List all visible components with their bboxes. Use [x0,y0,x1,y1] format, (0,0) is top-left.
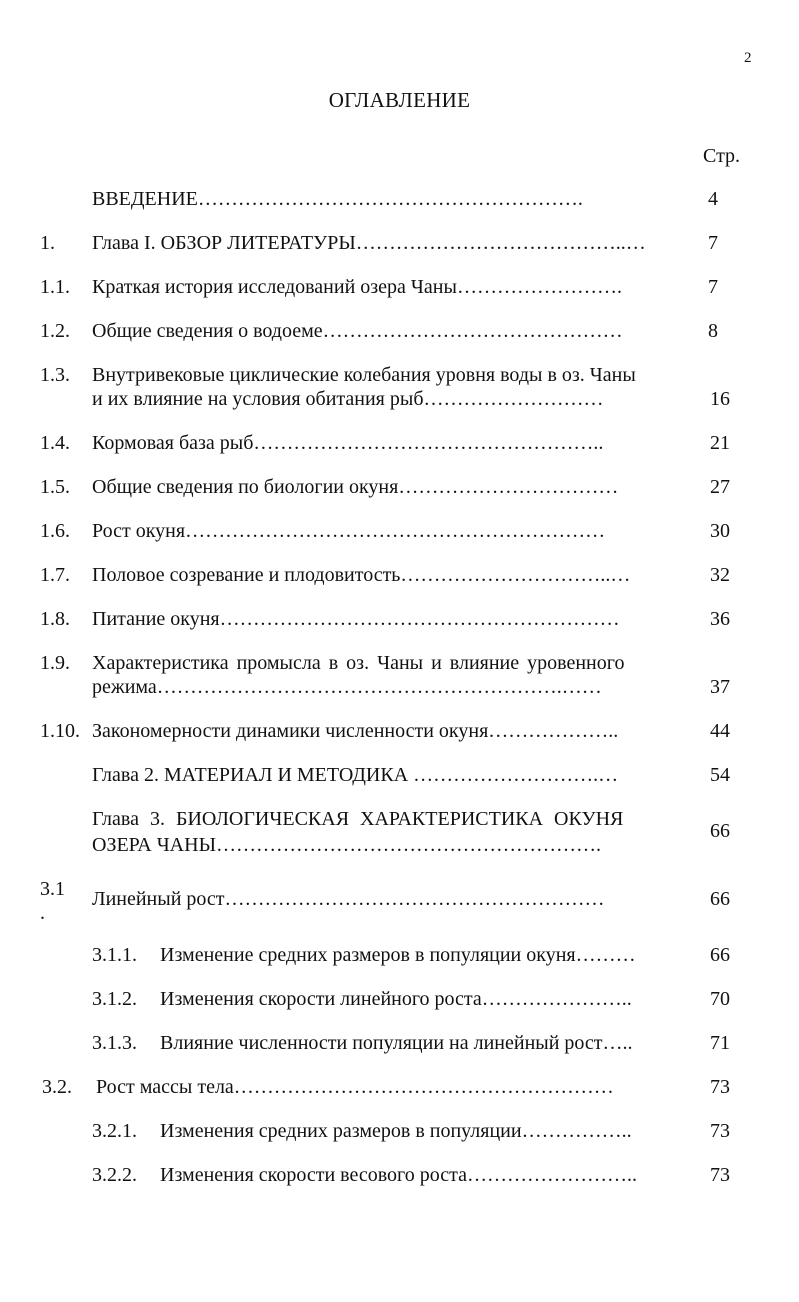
toc-entry-text-continued: и их влияние на условия обитания рыб……………………… [92,388,604,410]
toc-entry-page: 21 [710,432,730,454]
toc-entry-page: 30 [710,520,730,542]
toc-entry-page: 16 [710,388,730,410]
toc-entry-text: Глава 3. БИОЛОГИЧЕСКАЯ ХАРАКТЕРИСТИКА ОКУНЯ [92,808,624,830]
page-title: ОГЛАВЛЕНИЕ [328,88,471,112]
toc-entry-text: Характеристика промысла в оз. Чаны и влияние уровенного [92,652,625,674]
toc-entry-text: Закономерности динамики численности окуня……………….. [92,720,619,742]
toc-entry-text: Изменения скорости весового роста…………………….. [160,1164,638,1186]
toc-entry-number: 1.5. [40,476,70,498]
toc-entry-page: 73 [710,1164,730,1186]
toc-entry-page: 4 [708,188,718,210]
toc-entry-page: 54 [710,764,730,786]
toc-entry-number: 3.1.3. [92,1032,137,1054]
toc-entry-number: 1.2. [40,320,70,342]
toc-entry-number: 1.4. [40,432,70,454]
toc-entry-page: 66 [710,820,730,842]
toc-entry-number: 1.10. [40,720,80,742]
toc-entry-text: Краткая история исследований озера Чаны……………………. [92,276,622,298]
toc-entry-text: ВВЕДЕНИЕ…………………………………………………. [92,188,583,210]
toc-entry-page: 71 [710,1032,730,1054]
toc-entry-number: 3.1.1. [92,944,137,966]
toc-entry-number: 1.6. [40,520,70,542]
toc-entry-page: 7 [708,276,718,298]
toc-entry-text: Глава I. ОБЗОР ЛИТЕРАТУРЫ…………………………………..… [92,232,646,254]
toc-entry-number: 3.1 [40,878,65,900]
toc-entry-page: 27 [710,476,730,498]
toc-entry-text: Линейный рост………………………………………………… [92,888,605,910]
toc-entry-number: 3.2.1. [92,1120,137,1142]
toc-entry-number: 1. [40,232,55,254]
toc-entry-text: Общие сведения по биологии окуня…………………………… [92,476,619,498]
toc-entry-text: Изменения средних размеров в популяции…………….. [160,1120,632,1142]
toc-entry-text: Питание окуня…………………………………………………… [92,608,620,630]
toc-entry-number-continued: . [40,902,45,924]
page-column-label: Стр. [703,145,741,167]
toc-entry-text: Рост массы тела………………………………………………… [96,1076,614,1098]
toc-entry-page: 73 [710,1120,730,1142]
toc-entry-number: 3.1.2. [92,988,137,1010]
toc-entry-text: Половое созревание и плодовитость…………………………..… [92,564,631,586]
toc-entry-text: Глава 2. МАТЕРИАЛ И МЕТОДИКА ……………………….… [92,764,619,786]
toc-entry-page: 32 [710,564,730,586]
page-number: 2 [744,50,752,66]
toc-entry-text: Общие сведения о водоеме……………………………………… [92,320,623,342]
toc-entry-text: Влияние численности популяции на линейный рост….. [160,1032,633,1054]
toc-entry-text-continued: режима…………………………………………………….…… [92,676,602,698]
toc-entry-number: 1.3. [40,364,70,386]
toc-entry-text: Внутривековые циклические колебания уровня воды в оз. Чаны [92,364,636,386]
toc-entry-page: 70 [710,988,730,1010]
toc-entry-page: 8 [708,320,718,342]
toc-entry-text: Кормовая база рыб…………………………………………….. [92,432,604,454]
toc-entry-number: 1.1. [40,276,70,298]
toc-entry-number: 3.2.2. [92,1164,137,1186]
toc-entry-page: 37 [710,676,730,698]
toc-entry-text: Изменение средних размеров в популяции окуня……… [160,944,636,966]
toc-entry-page: 73 [710,1076,730,1098]
toc-entry-page: 44 [710,720,730,742]
toc-entry-number: 1.7. [40,564,70,586]
toc-entry-page: 7 [708,232,718,254]
toc-entry-number: 1.9. [40,652,70,674]
toc-entry-page: 66 [710,888,730,910]
toc-entry-page: 36 [710,608,730,630]
toc-entry-number: 3.2. [42,1076,72,1098]
toc-entry-text-continued: ОЗЕРА ЧАНЫ…………………………………………………. [92,834,602,856]
toc-entry-text: Изменения скорости линейного роста………………….. [160,988,632,1010]
toc-entry-page: 66 [710,944,730,966]
toc-entry-text: Рост окуня……………………………………………………… [92,520,606,542]
toc-entry-number: 1.8. [40,608,70,630]
